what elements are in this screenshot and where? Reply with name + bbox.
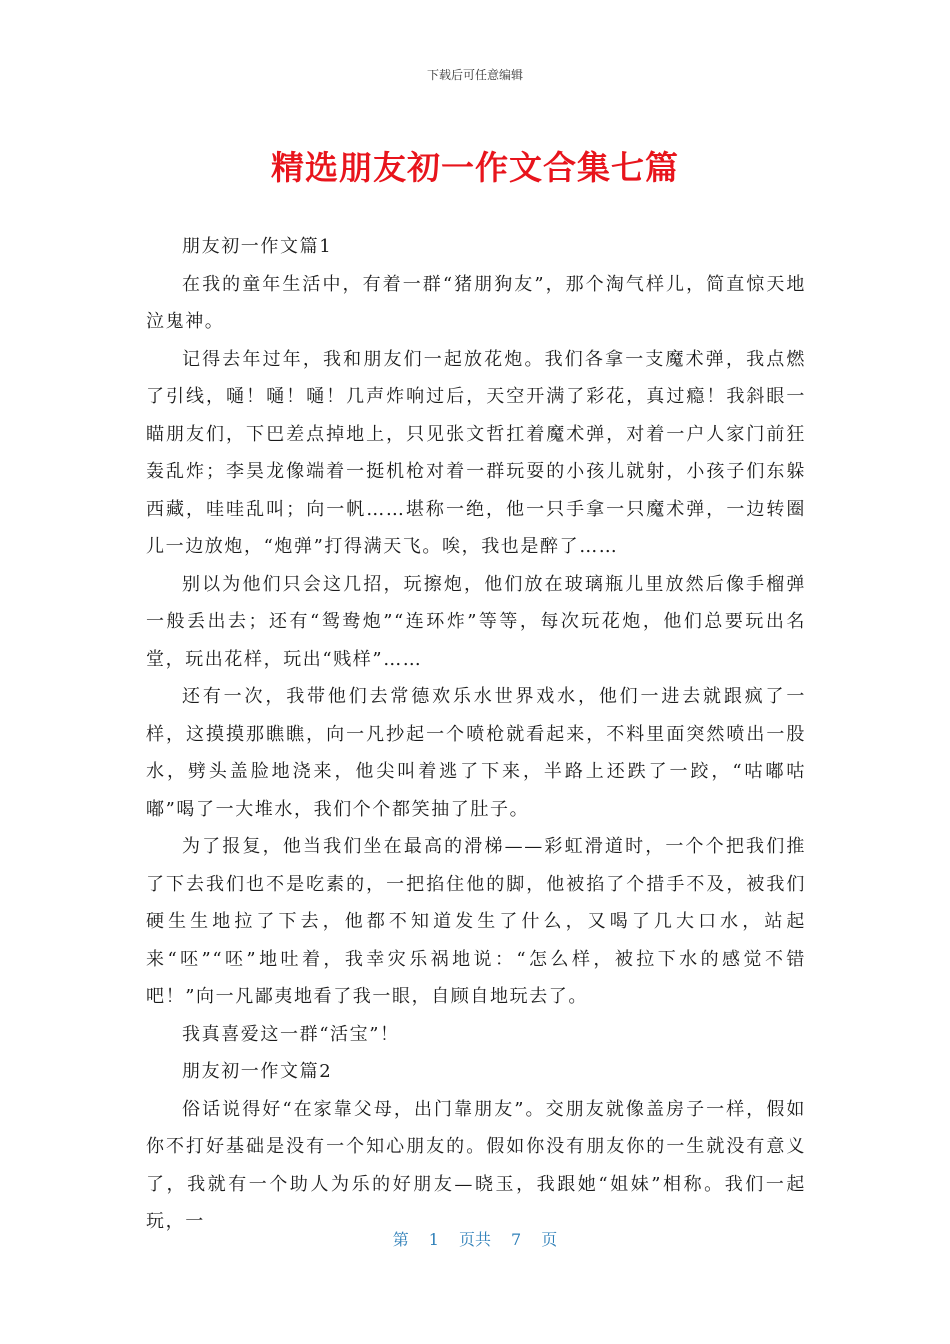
paragraph: 在我的童年生活中，有着一群“猪朋狗友”，那个淘气样儿，简直惊天地泣鬼神。 (146, 273, 806, 332)
paragraph: 别以为他们只会这几招，玩擦炮，他们放在玻璃瓶儿里放然后像手榴弹一般丢出去；还有“鸳鸯炮”“连环炸”等等，每次玩花炮，他们总要玩出名堂，玩出花样，玩出“贱样”…… (146, 573, 806, 670)
paragraph: 我真喜爱这一群“活宝”！ (182, 1023, 400, 1045)
footer-prefix: 第 (392, 1230, 409, 1249)
document-body (146, 228, 806, 1241)
footer-middle: 页共 (458, 1230, 491, 1249)
paragraph: 俗话说得好“在家靠父母，出门靠朋友”。交朋友就像盖房子一样，假如你不打好基础是没有一个知心朋友的。假如你没有朋友你的一生就没有意义了，我就有一个助人为乐的好朋友—晓玉，我跟她“姐妹”相称。我们一起玩，一 (146, 1098, 806, 1232)
header-note: 下载后可任意编辑 (426, 68, 523, 82)
section-heading: 朋友初一作文篇2 (182, 1061, 333, 1082)
section-heading: 朋友初一作文篇1 (182, 236, 333, 257)
footer-suffix: 页 (541, 1230, 558, 1249)
total-page-count: 7 (511, 1230, 522, 1249)
current-page-number: 1 (428, 1230, 439, 1249)
paragraph: 记得去年过年，我和朋友们一起放花炮。我们各拿一支魔术弹，我点燃了引线，嗵！嗵！嗵！几声炸响过后，天空开满了彩花，真过瘾！我斜眼一瞄朋友们，下巴差点掉地上，只见张文哲扛着魔术弹，对着一户人家门前狂轰乱炸；李昊龙像端着一挺机枪对着一群玩耍的小孩儿就射，小孩子们东躲西藏，哇哇乱叫；向一帆……堪称一绝，他一只手拿一只魔术弹，一边转圈儿一边放炮，“炮弹”打得满天飞。唉，我也是醉了…… (146, 348, 806, 557)
document-title: 精选朋友初一作文合集七篇 (271, 148, 679, 187)
page-footer (0, 1227, 950, 1250)
paragraph: 还有一次，我带他们去常德欢乐水世界戏水，他们一进去就跟疯了一样，这摸摸那瞧瞧，向一凡抄起一个喷枪就看起来，不料里面突然喷出一股水，劈头盖脸地浇来，他尖叫着逃了下来，半路上还跌了一跤，“咕嘟咕嘟”喝了一大堆水，我们个个都笑抽了肚子。 (146, 686, 806, 820)
paragraph: 为了报复，他当我们坐在最高的滑梯——彩虹滑道时，一个个把我们推了下去我们也不是吃素的，一把掐住他的脚，他被掐了个措手不及，被我们硬生生地拉了下去，他都不知道发生了什么，又喝了几大口水，站起来“呸”“呸”地吐着，我幸灾乐祸地说：“怎么样，被拉下水的感觉不错吧！”向一凡鄙夷地看了我一眼，自顾自地玩去了。 (146, 836, 806, 1007)
